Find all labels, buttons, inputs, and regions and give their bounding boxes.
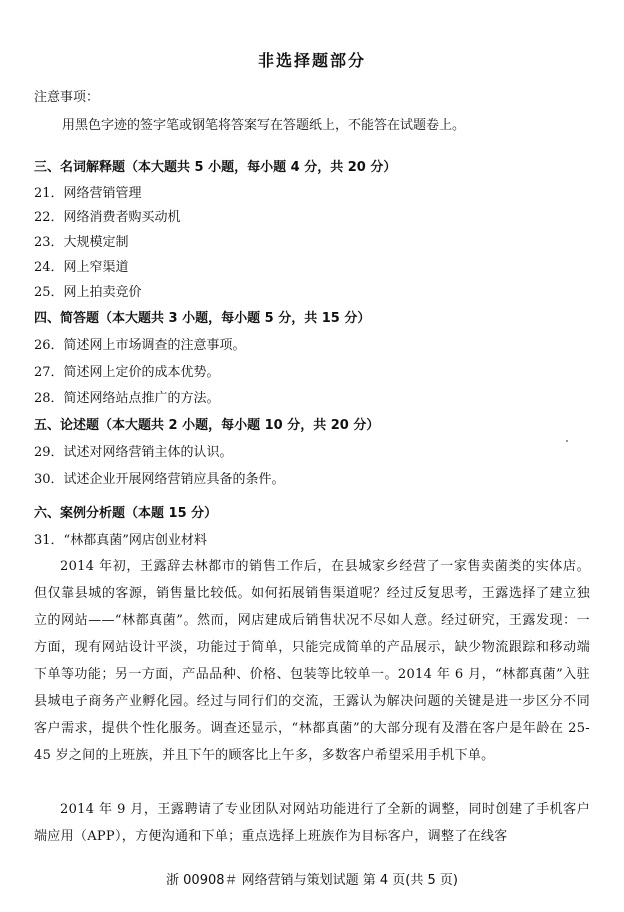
question-24: 24．网上窄渠道 [34,260,129,275]
section-4-heading: 四、简答题（本大题共 3 小题，每小题 5 分，共 15 分） [34,311,371,326]
case-paragraph-1: 2014 年初，王露辞去林都市的销售工作后，在县城家乡经营了一家售卖菌类的实体店。但仅靠县城的客源，销售量比较低。如何拓展销售渠道呢？经过反复思考，王露选择了建立独立的网站——“林都真菌”。然而，网店建成后销售状况不尽如人意。经过研究，王露发现：一方面，现有网站设计平淡，功能过于简单，只能完成简单的产品展示，缺少物流跟踪和移动端下单等功能；另一方面，产品品种、价格、包装等比较单一。2014 年 6 月，“林都真菌”入驻县城电子商务产业孵化园。经过与同行们的交流，王露认为解决问题的关键是进一步区分不同客户需求，提供个性化服务。调查还显示，“林都真菌”的大部分现有及潜在客户是年龄在 25-45 岁之间的上班族，并且下午的顾客比上午多，多数客户希望采用手机下单。 [34,559,590,763]
notice-text: 用黑色字迹的签字笔或钢笔将答案写在答题纸上，不能答在试题卷上。 [62,118,466,133]
question-26: 26．简述网上市场调查的注意事项。 [34,338,246,353]
question-29: 29．试述对网络营销主体的认识。 [34,445,233,460]
question-23: 23．大规模定制 [34,235,129,250]
question-30: 30．试述企业开展网络营销应具备的条件。 [34,472,285,487]
case-paragraph-2: 2014 年 9 月，王露聘请了专业团队对网站功能进行了全新的调整，同时创建了手机客户端应用（APP），方便沟通和下单；重点选择上班族作为目标客户，调整了在线客 [34,802,590,844]
question-27: 27．简述网上定价的成本优势。 [34,365,220,380]
section-6-heading: 六、案例分析题（本题 15 分） [34,506,218,521]
question-31: 31．“林都真菌”网店创业材料 [34,533,207,548]
page-title: 非选择题部分 [257,51,366,70]
question-25: 25．网上拍卖竞价 [34,285,142,300]
question-22: 22．网络消费者购买动机 [34,210,181,225]
section-3-heading: 三、名词解释题（本大题共 5 小题，每小题 4 分，共 20 分） [34,160,397,175]
page-footer: 浙 00908＃ 网络营销与策划试题 第 4 页(共 5 页) [166,873,458,888]
notice-label: 注意事项： [34,90,100,105]
section-5-heading: 五、论述题（本大题共 2 小题，每小题 10 分，共 20 分） [34,418,380,433]
question-28: 28．简述网络站点推广的方法。 [34,391,220,406]
scan-speck [566,440,568,442]
question-21: 21．网络营销管理 [34,186,142,201]
